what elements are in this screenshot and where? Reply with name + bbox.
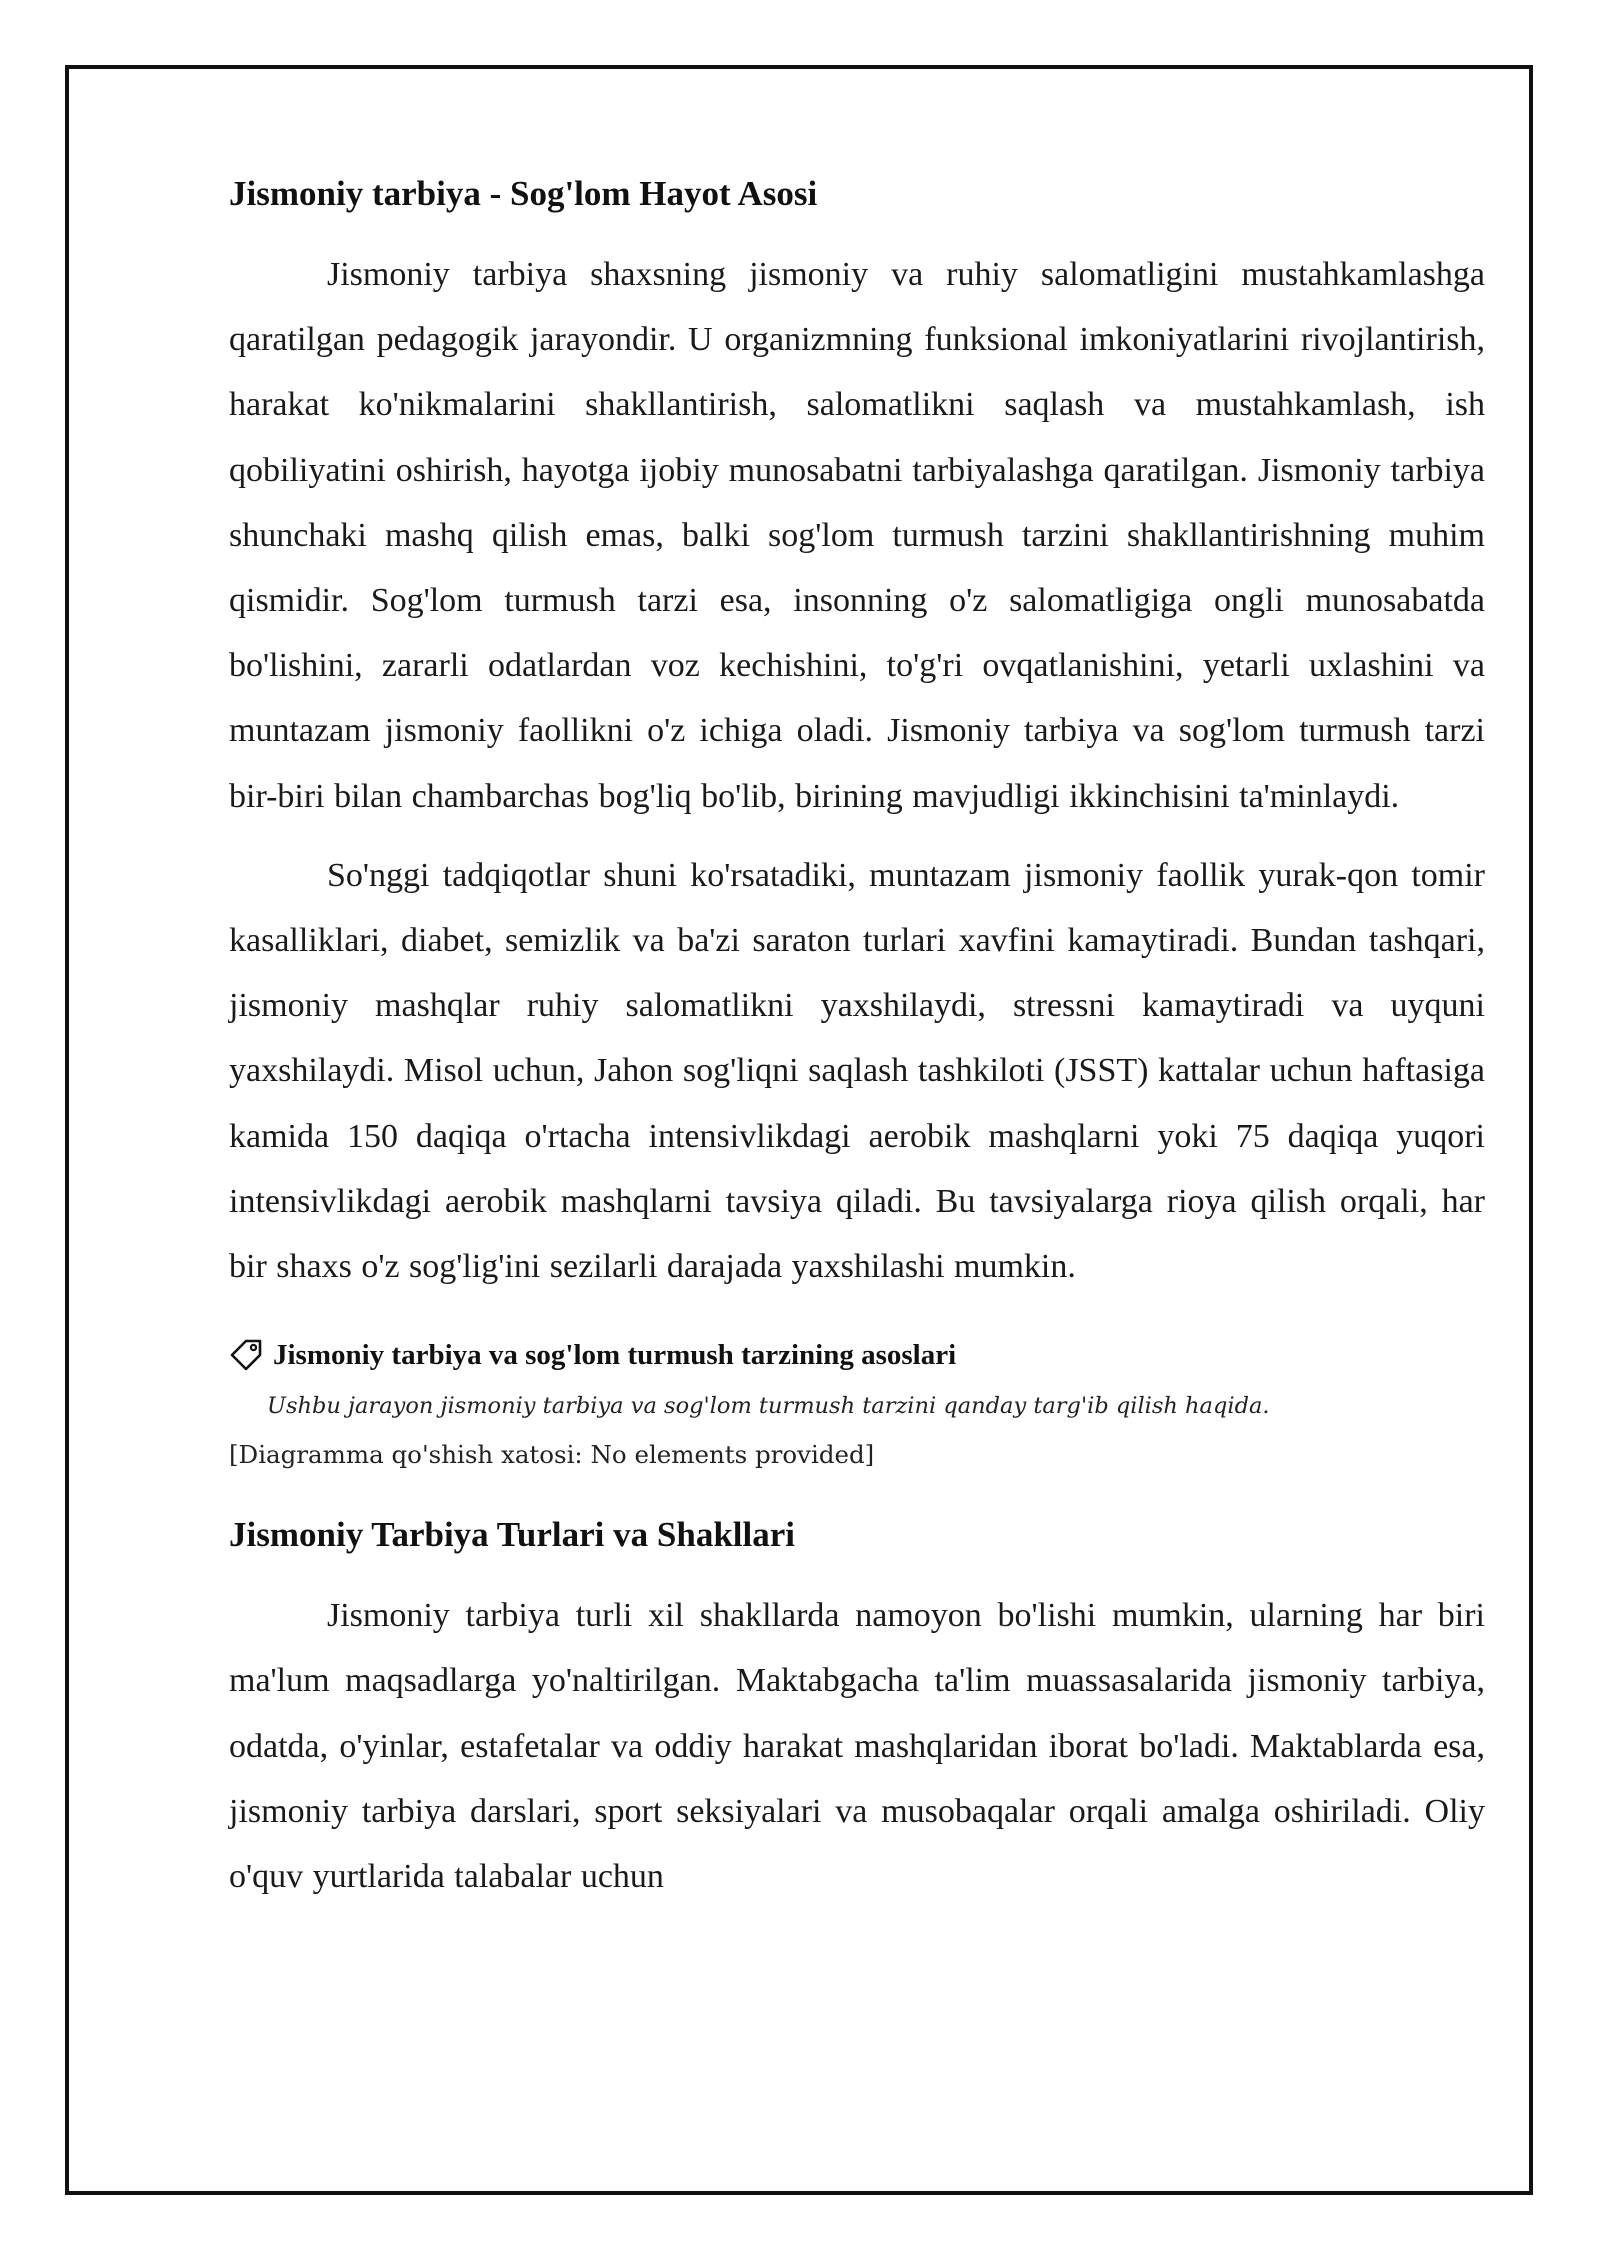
body-paragraph: So'nggi tadqiqotlar shuni ko'rsatadiki, muntazam jismoniy faollik yurak-qon tomir kasalliklari, diabet, semizlik va ba'zi saraton turlari xavfini kamaytiradi. Bundan tashqari, jismoniy mashqlar ruhiy salomatlikni yaxshilaydi, stressni kamaytiradi va uyquni yaxshilaydi. Misol uchun, Jahon sog'liqni saqlash tashkiloti (JSST) kattalar uchun haftasiga kamida 150 daqiqa o'rtacha intensivlikdagi aerobik mashqlarni yoki 75 daqiqa yuqori intensivlikdagi aerobik mashqlarni tavsiya qiladi. Bu tavsiyalarga rioya qilish orqali, har bir shaxs o'z sog'lig'ini sezilarli darajada yaxshilashi mumkin. xyxy=(229,856,1485,1286)
document-content xyxy=(229,172,1485,1923)
body-paragraph: Jismoniy tarbiya turli xil shakllarda namoyon bo'lishi mumkin, ularning har biri ma'lum maqsadlarga yo'naltirilgan. Maktabgacha ta'lim muassasalarida jismoniy tarbiya, odatda, o'yinlar, estafetalar va oddiy harakat mashqlaridan iborat bo'ladi. Maktablarda esa, jismoniy tarbiya darslari, sport seksiyalari va musobaqalar orqali amalga oshiriladi. Oliy o'quv yurtlarida talabalar uchun xyxy=(229,1597,1485,1896)
diagram-block xyxy=(229,1335,1485,1473)
diagram-caption: Ushbu jarayon jismoniy tarbiya va sog'lom turmush tarzini qanday targ'ib qilish haqida. xyxy=(267,1393,1270,1420)
diagram-title-row xyxy=(229,1335,1485,1375)
diagram-error-message: [Diagramma qo'shish xatosi: No elements provided] xyxy=(229,1440,875,1470)
section-title: Jismoniy tarbiya - Sog'lom Hayot Asosi xyxy=(229,174,818,213)
tag-icon xyxy=(229,1338,263,1372)
section-2 xyxy=(229,1513,1485,1909)
body-paragraph: Jismoniy tarbiya shaxsning jismoniy va ruhiy salomatligini mustahkamlashga qaratilgan pedagogik jarayondir. U organizmning funksional imkoniyatlarini rivojlantirish, harakat ko'nikmalarini shakllantirish, salomatlikni saqlash va mustahkamlash, ish qobiliyatini oshirish, hayotga ijobiy munosabatni tarbiyalashga qaratilgan. Jismoniy tarbiya shunchaki mashq qilish emas, balki sog'lom turmush tarzini shakllantirishning muhim qismidir. Sog'lom turmush tarzi esa, insonning o'z salomatligiga ongli munosabatda bo'lishini, zararli odatlardan voz kechishini, to'g'ri ovqatlanishini, yetarli uxlashini va muntazam jismoniy faollikni o'z ichiga oladi. Jismoniy tarbiya va sog'lom turmush tarzi bir-biri bilan chambarchas bog'liq bo'lib, birining mavjudligi ikkinchisini ta'minlaydi. xyxy=(229,256,1485,815)
diagram-title: Jismoniy tarbiya va sog'lom turmush tarzining asoslari xyxy=(273,1339,957,1372)
section-title: Jismoniy Tarbiya Turlari va Shakllari xyxy=(229,1515,795,1555)
